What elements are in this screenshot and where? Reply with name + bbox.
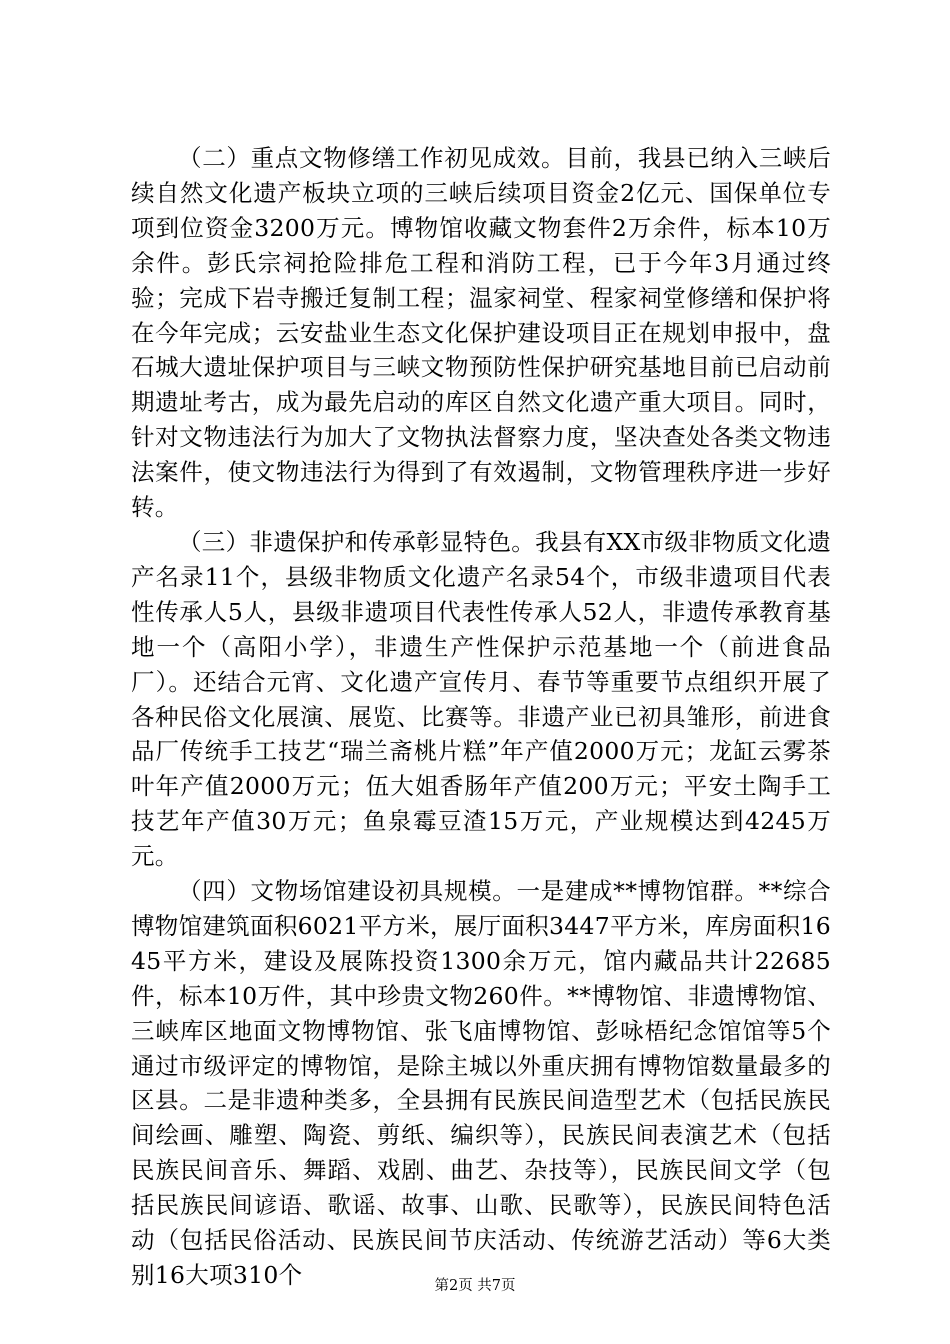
document-body <box>131 141 831 1293</box>
paragraph-museum-construction: （四）文物场馆建设初具规模。一是建成**博物馆群。**综合博物馆建筑面积6021平方米，展厅面积3447平方米，库房面积1645平方米，建设及展陈投资1300余万元，馆内藏品共计22685件，标本10万件，其中珍贵文物260件。**博物馆、非遗博物馆、三峡库区地面文物博物馆、张飞庙博物馆、彭咏梧纪念馆馆等5个通过市级评定的博物馆，是除主城以外重庆拥有博物馆数量最多的区县。二是非遗种类多，全县拥有民族民间造型艺术（包括民族民间绘画、雕塑、陶瓷、剪纸、编织等），民族民间表演艺术（包括民族民间音乐、舞蹈、戏剧、曲艺、杂技等），民族民间文学（包括民族民间谚语、歌谣、故事、山歌、民歌等），民族民间特色活动（包括民俗活动、民族民间节庆活动、传统游艺活动）等6大类别16大项310个 <box>131 877 831 1289</box>
page-footer: 第2页 共7页 <box>434 1278 516 1294</box>
paragraph-intangible-heritage: （三）非遗保护和传承彰显特色。我县有XX市级非物质文化遗产名录11个，县级非物质文化遗产名录54个，市级非遗项目代表性传承人5人，县级非遗项目代表性传承人52人，非遗传承教育基地一个（高阳小学），非遗生产性保护示范基地一个（前进食品厂）。还结合元宵、文化遗产宣传月、春节等重要节点组织开展了各种民俗文化展演、展览、比赛等。非遗产业已初具雏形，前进食品厂传统手工技艺“瑞兰斋桃片糕”年产值2000万元；龙缸云雾茶叶年产值2000万元；伍大姐香肠年产值200万元；平安土陶手工技艺年产值30万元；鱼泉霉豆渣15万元，产业规模达到4245万元。 <box>131 527 831 871</box>
paragraph-key-relics-repair: （二）重点文物修缮工作初见成效。目前，我县已纳入三峡后续自然文化遗产板块立项的三峡后续项目资金2亿元、国保单位专项到位资金3200万元。博物馆收藏文物套件2万余件，标本10万余件。彭氏宗祠抢险排危工程和消防工程，已于今年3月通过终验；完成下岩寺搬迁复制工程；温家祠堂、程家祠堂修缮和保护将在今年完成；云安盐业生态文化保护建设项目正在规划申报中，盘石城大遗址保护项目与三峡文物预防性保护研究基地目前已启动前期遗址考古，成为最先启动的库区自然文化遗产重大项目。同时，针对文物违法行为加大了文物执法督察力度，坚决查处各类文物违法案件，使文物违法行为得到了有效遏制，文物管理秩序进一步好转。 <box>131 144 831 522</box>
